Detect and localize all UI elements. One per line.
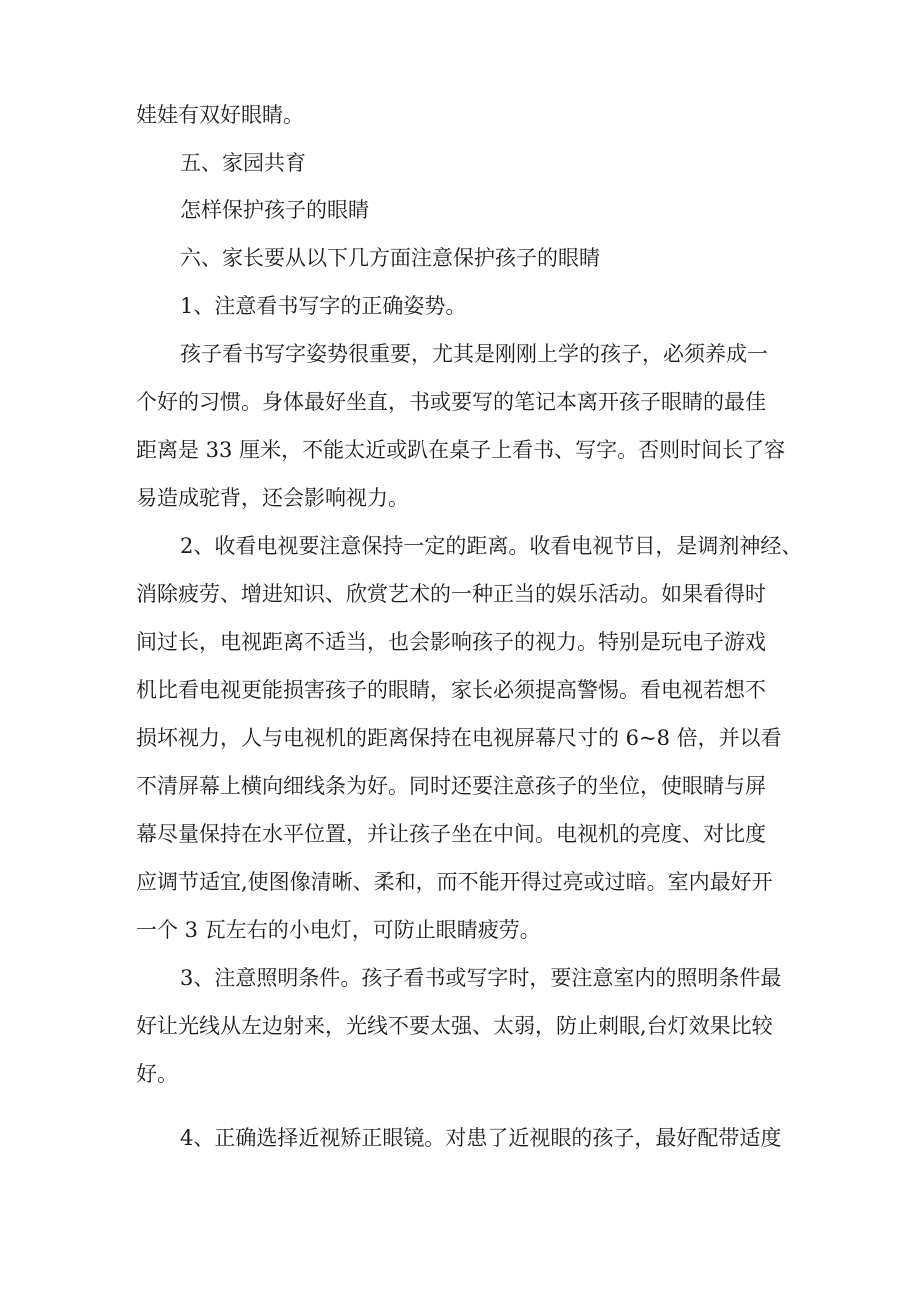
paragraph-4-line: 4、正确选择近视矫正眼镜。对患了近视眼的孩子，最好配带适度 <box>180 1126 782 1150</box>
paragraph-1-line: 距离是 33 厘米，不能太近或趴在桌子上看书、写字。否则时间长了容 <box>136 438 786 462</box>
paragraph-2-line: 一个 3 瓦左右的小电灯，可防止眼睛疲劳。 <box>136 918 541 942</box>
paragraph-2-line: 消除疲劳、增进知识、欣赏艺术的一种正当的娱乐活动。如果看得时 <box>136 582 766 606</box>
subtitle: 怎样保护孩子的眼睛 <box>180 198 369 222</box>
paragraph-2-line: 不清屏幕上横向细线条为好。同时还要注意孩子的坐位，使眼睛与屏 <box>136 774 766 798</box>
paragraph-2-line: 机比看电视更能损害孩子的眼睛，家长必须提高警惕。看电视若想不 <box>136 678 766 702</box>
continuation-line: 娃娃有双好眼睛。 <box>136 103 304 127</box>
paragraph-1-line: 孩子看书写字姿势很重要，尤其是刚刚上学的孩子，必须养成一 <box>180 342 768 366</box>
paragraph-2-line: 2、收看电视要注意保持一定的距离。收看电视节目，是调剂神经、 <box>180 534 803 558</box>
paragraph-2-line: 幕尽量保持在水平位置，并让孩子坐在中间。电视机的亮度、对比度 <box>136 822 766 846</box>
paragraph-3-line: 3、注意照明条件。孩子看书或写字时，要注意室内的照明条件最 <box>180 966 782 990</box>
paragraph-3-line: 好让光线从左边射来，光线不要太强、太弱，防止刺眼,台灯效果比较 <box>136 1014 773 1038</box>
paragraph-1-line: 易造成驼背，还会影响视力。 <box>136 486 409 510</box>
paragraph-1-line: 个好的习惯。身体最好坐直，书或要写的笔记本离开孩子眼睛的最佳 <box>136 390 766 414</box>
paragraph-2-line: 应调节适宜,使图像清晰、柔和，而不能开得过亮或过暗。室内最好开 <box>136 870 773 894</box>
paragraph-2-line: 间过长，电视距离不适当，也会影响孩子的视力。特别是玩电子游戏 <box>136 630 766 654</box>
section-heading-5: 五、家园共育 <box>180 151 306 175</box>
item-1-title: 1、注意看书写字的正确姿势。 <box>180 294 467 318</box>
section-heading-6: 六、家长要从以下几方面注意保护孩子的眼睛 <box>180 246 600 270</box>
paragraph-3-line: 好。 <box>136 1062 178 1086</box>
paragraph-2-line: 损坏视力，人与电视机的距离保持在电视屏幕尺寸的 6~8 倍，并以看 <box>136 726 782 750</box>
